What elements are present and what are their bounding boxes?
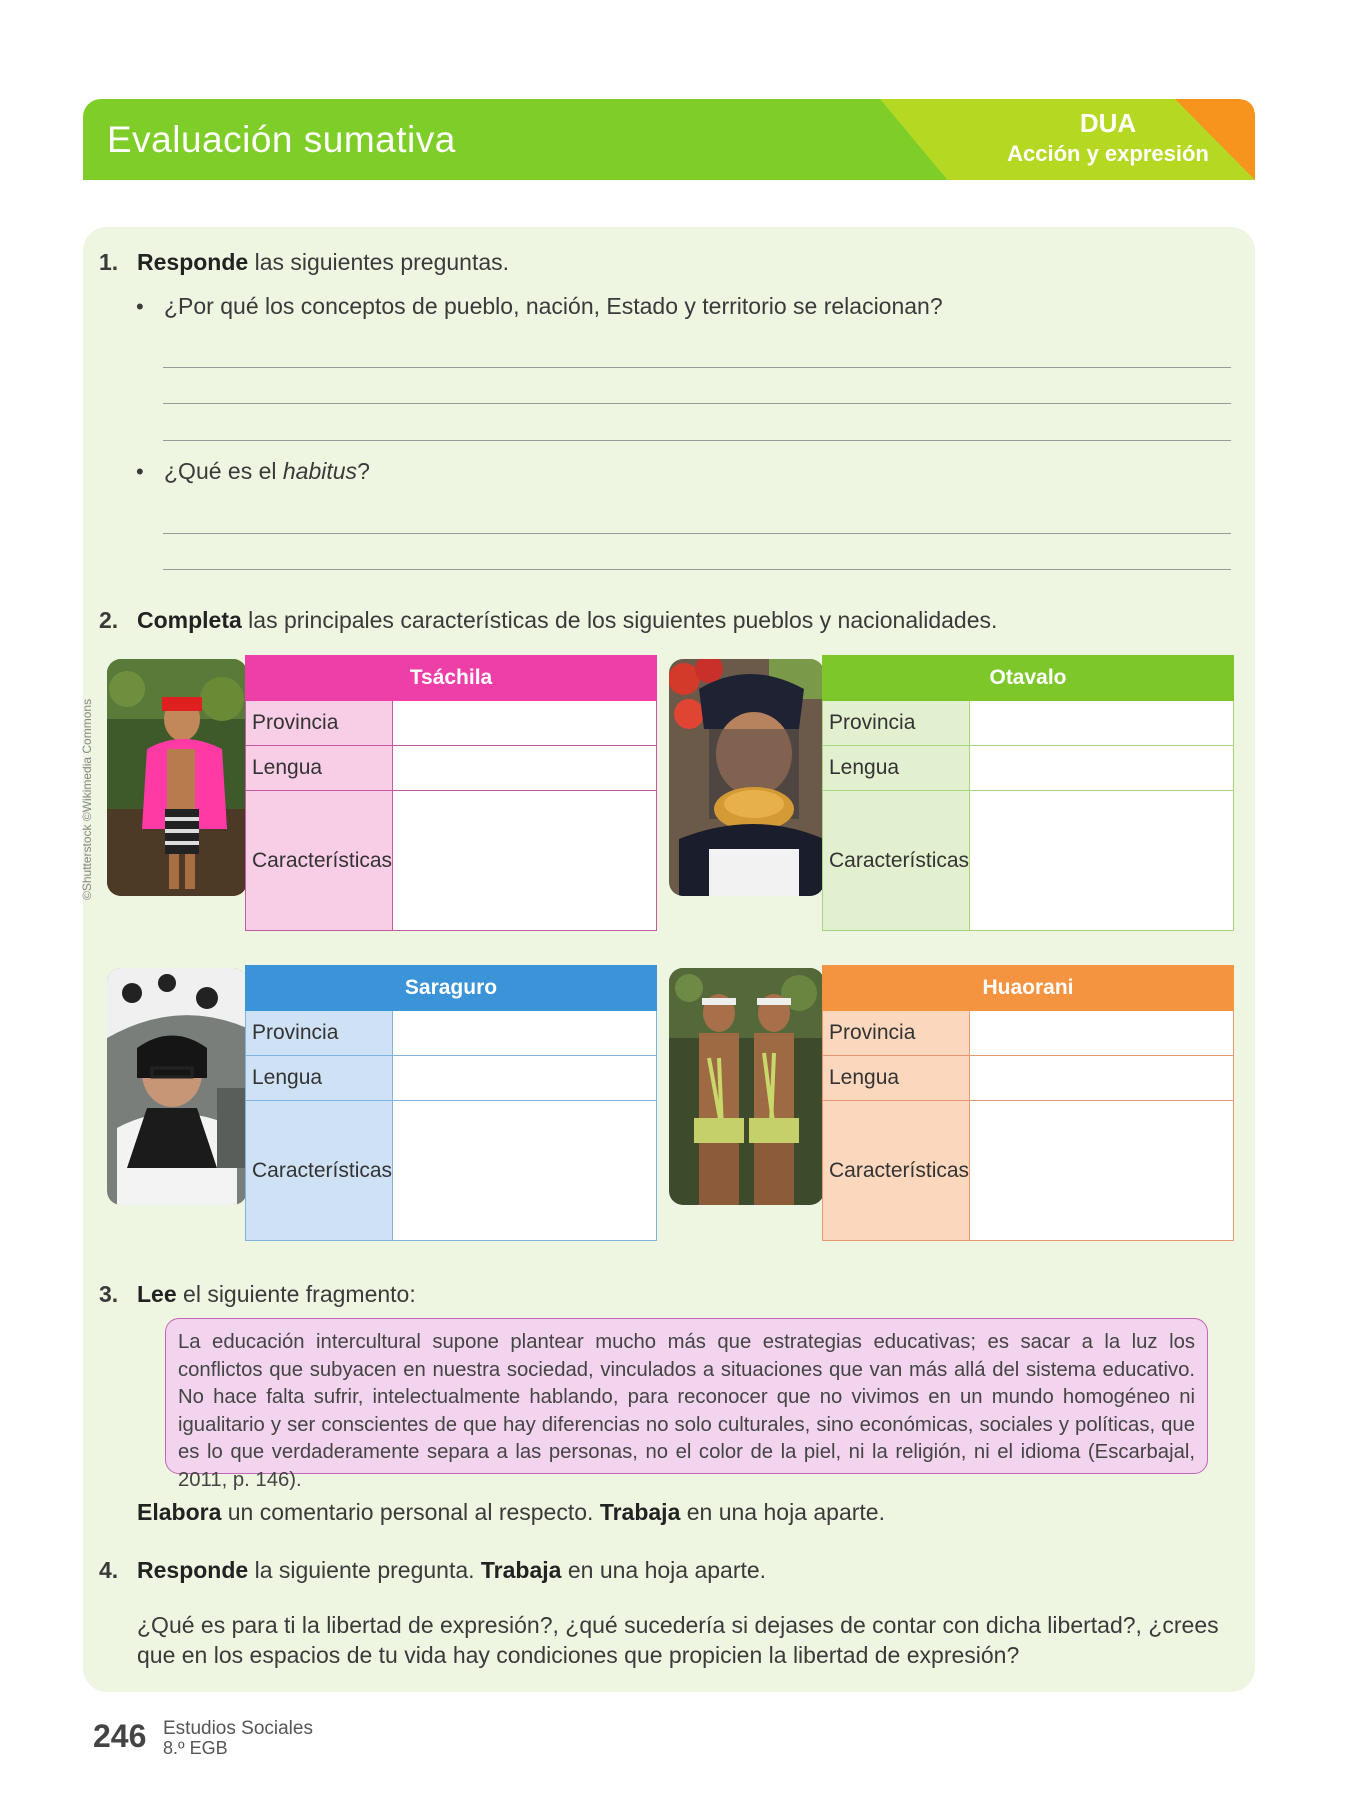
features-input[interactable] (393, 1101, 657, 1241)
question-verb: Responde (137, 1557, 249, 1583)
table-huaorani (822, 965, 1234, 1241)
question-3 (99, 1281, 416, 1308)
table-otavalo (822, 655, 1234, 931)
question-2 (99, 607, 997, 634)
task-verb-1: Elabora (137, 1499, 222, 1525)
features-input[interactable] (970, 1101, 1234, 1241)
question-number: 2. (99, 607, 119, 633)
bullet-question-1 (136, 293, 943, 320)
row-label-features: Características (246, 1101, 393, 1241)
row-label-language: Lengua (823, 1056, 970, 1101)
question-4-text: ¿Qué es para ti la libertad de expresión?, ¿qué sucedería si dejases de contar con dicha libertad?, ¿crees que en los espacios de tu vida hay condiciones que propicien la libertad de expresión? (137, 1612, 1219, 1668)
row-label-province: Provincia (823, 701, 970, 746)
footer-grade: 8.º EGB (163, 1738, 228, 1758)
women-huaorani-photo (669, 968, 824, 1205)
question-4 (99, 1557, 766, 1584)
province-input[interactable] (393, 701, 657, 746)
table-title: Saraguro (246, 966, 657, 1011)
question-number: 3. (99, 1281, 119, 1307)
page-number: 246 (93, 1718, 147, 1754)
answer-line[interactable] (163, 403, 1231, 404)
table-saraguro (245, 965, 657, 1241)
question-text: las principales características de los siguientes pueblos y nacionalidades. (241, 607, 998, 633)
features-input[interactable] (393, 791, 657, 931)
question-number: 4. (99, 1557, 119, 1583)
bullet-dot: • (136, 294, 144, 319)
header-banner (83, 99, 1255, 180)
table-title: Huaorani (823, 966, 1234, 1011)
question-text: el siguiente fragmento: (176, 1281, 416, 1307)
answer-line[interactable] (163, 533, 1231, 534)
bullet-question-2 (136, 458, 370, 485)
province-input[interactable] (970, 701, 1234, 746)
row-label-language: Lengua (823, 746, 970, 791)
question-3-task (137, 1499, 885, 1526)
dua-subtitle: Acción y expresión (1007, 141, 1209, 166)
answer-line[interactable] (163, 440, 1231, 441)
question-verb: Lee (137, 1281, 177, 1307)
row-label-language: Lengua (246, 1056, 393, 1101)
table-tsachila (245, 655, 657, 931)
woman-saraguro-photo (107, 968, 247, 1205)
task-verb-2: Trabaja (599, 1499, 681, 1525)
bullet-text: ¿Por qué los conceptos de pueblo, nación, Estado y territorio se relacionan? (164, 293, 943, 319)
question-text: la siguiente pregunta. (248, 1557, 481, 1583)
row-label-language: Lengua (246, 746, 393, 791)
row-label-features: Características (823, 1101, 970, 1241)
language-input[interactable] (393, 746, 657, 791)
row-label-province: Provincia (246, 1011, 393, 1056)
question-number: 1. (99, 249, 119, 275)
row-label-features: Características (823, 791, 970, 931)
answer-line[interactable] (163, 569, 1231, 570)
bullet-text-post: ? (357, 458, 370, 484)
answer-line[interactable] (163, 367, 1231, 368)
question-text: las siguientes preguntas. (248, 249, 510, 275)
man-tsachila-photo (107, 659, 247, 896)
bullet-text-pre: ¿Qué es el (164, 458, 283, 484)
task-text-mid: un comentario personal al respecto. (221, 1499, 600, 1525)
language-input[interactable] (970, 746, 1234, 791)
language-input[interactable] (393, 1056, 657, 1101)
bullet-text-italic: habitus (282, 458, 358, 484)
bullet-dot: • (136, 459, 144, 484)
question-text-2: en una hoja aparte. (561, 1557, 767, 1583)
language-input[interactable] (970, 1056, 1234, 1101)
woman-otavalo-photo (669, 659, 824, 896)
table-title: Otavalo (823, 656, 1234, 701)
features-input[interactable] (970, 791, 1234, 931)
question-verb-2: Trabaja (480, 1557, 562, 1583)
task-text-end: en una hoja aparte. (680, 1499, 885, 1525)
photo-credit: ©Shutterstock ©Wikimedia Commons (80, 698, 94, 900)
province-input[interactable] (970, 1011, 1234, 1056)
quote-box: La educación intercultural supone plantear mucho más que estrategias educativas; es sacar a la luz los conflictos que subyacen en nuestra sociedad, vinculados a situaciones que van más allá del sistema educativo. No hace falta sufrir, intelectualmente hablando, para reconocer que no vivimos en un mundo homogéneo ni igualitario y ser conscientes de que hay diferencias no solo culturales, sino económicas, sociales y políticas, que es lo que verdaderamente separa a las personas, no el color de la piel, ni la religión, ni el idioma (Escarbajal, 2011, p. 146). (165, 1318, 1208, 1474)
province-input[interactable] (393, 1011, 657, 1056)
dua-label: DUA (1079, 108, 1137, 138)
footer-subject: Estudios Sociales (163, 1718, 313, 1739)
row-label-province: Provincia (246, 701, 393, 746)
row-label-province: Provincia (823, 1011, 970, 1056)
table-title: Tsáchila (246, 656, 657, 701)
page-title: Evaluación sumativa (107, 119, 456, 160)
question-1 (99, 249, 509, 276)
question-verb: Responde (137, 249, 249, 275)
row-label-features: Características (246, 791, 393, 931)
question-verb: Completa (137, 607, 242, 633)
